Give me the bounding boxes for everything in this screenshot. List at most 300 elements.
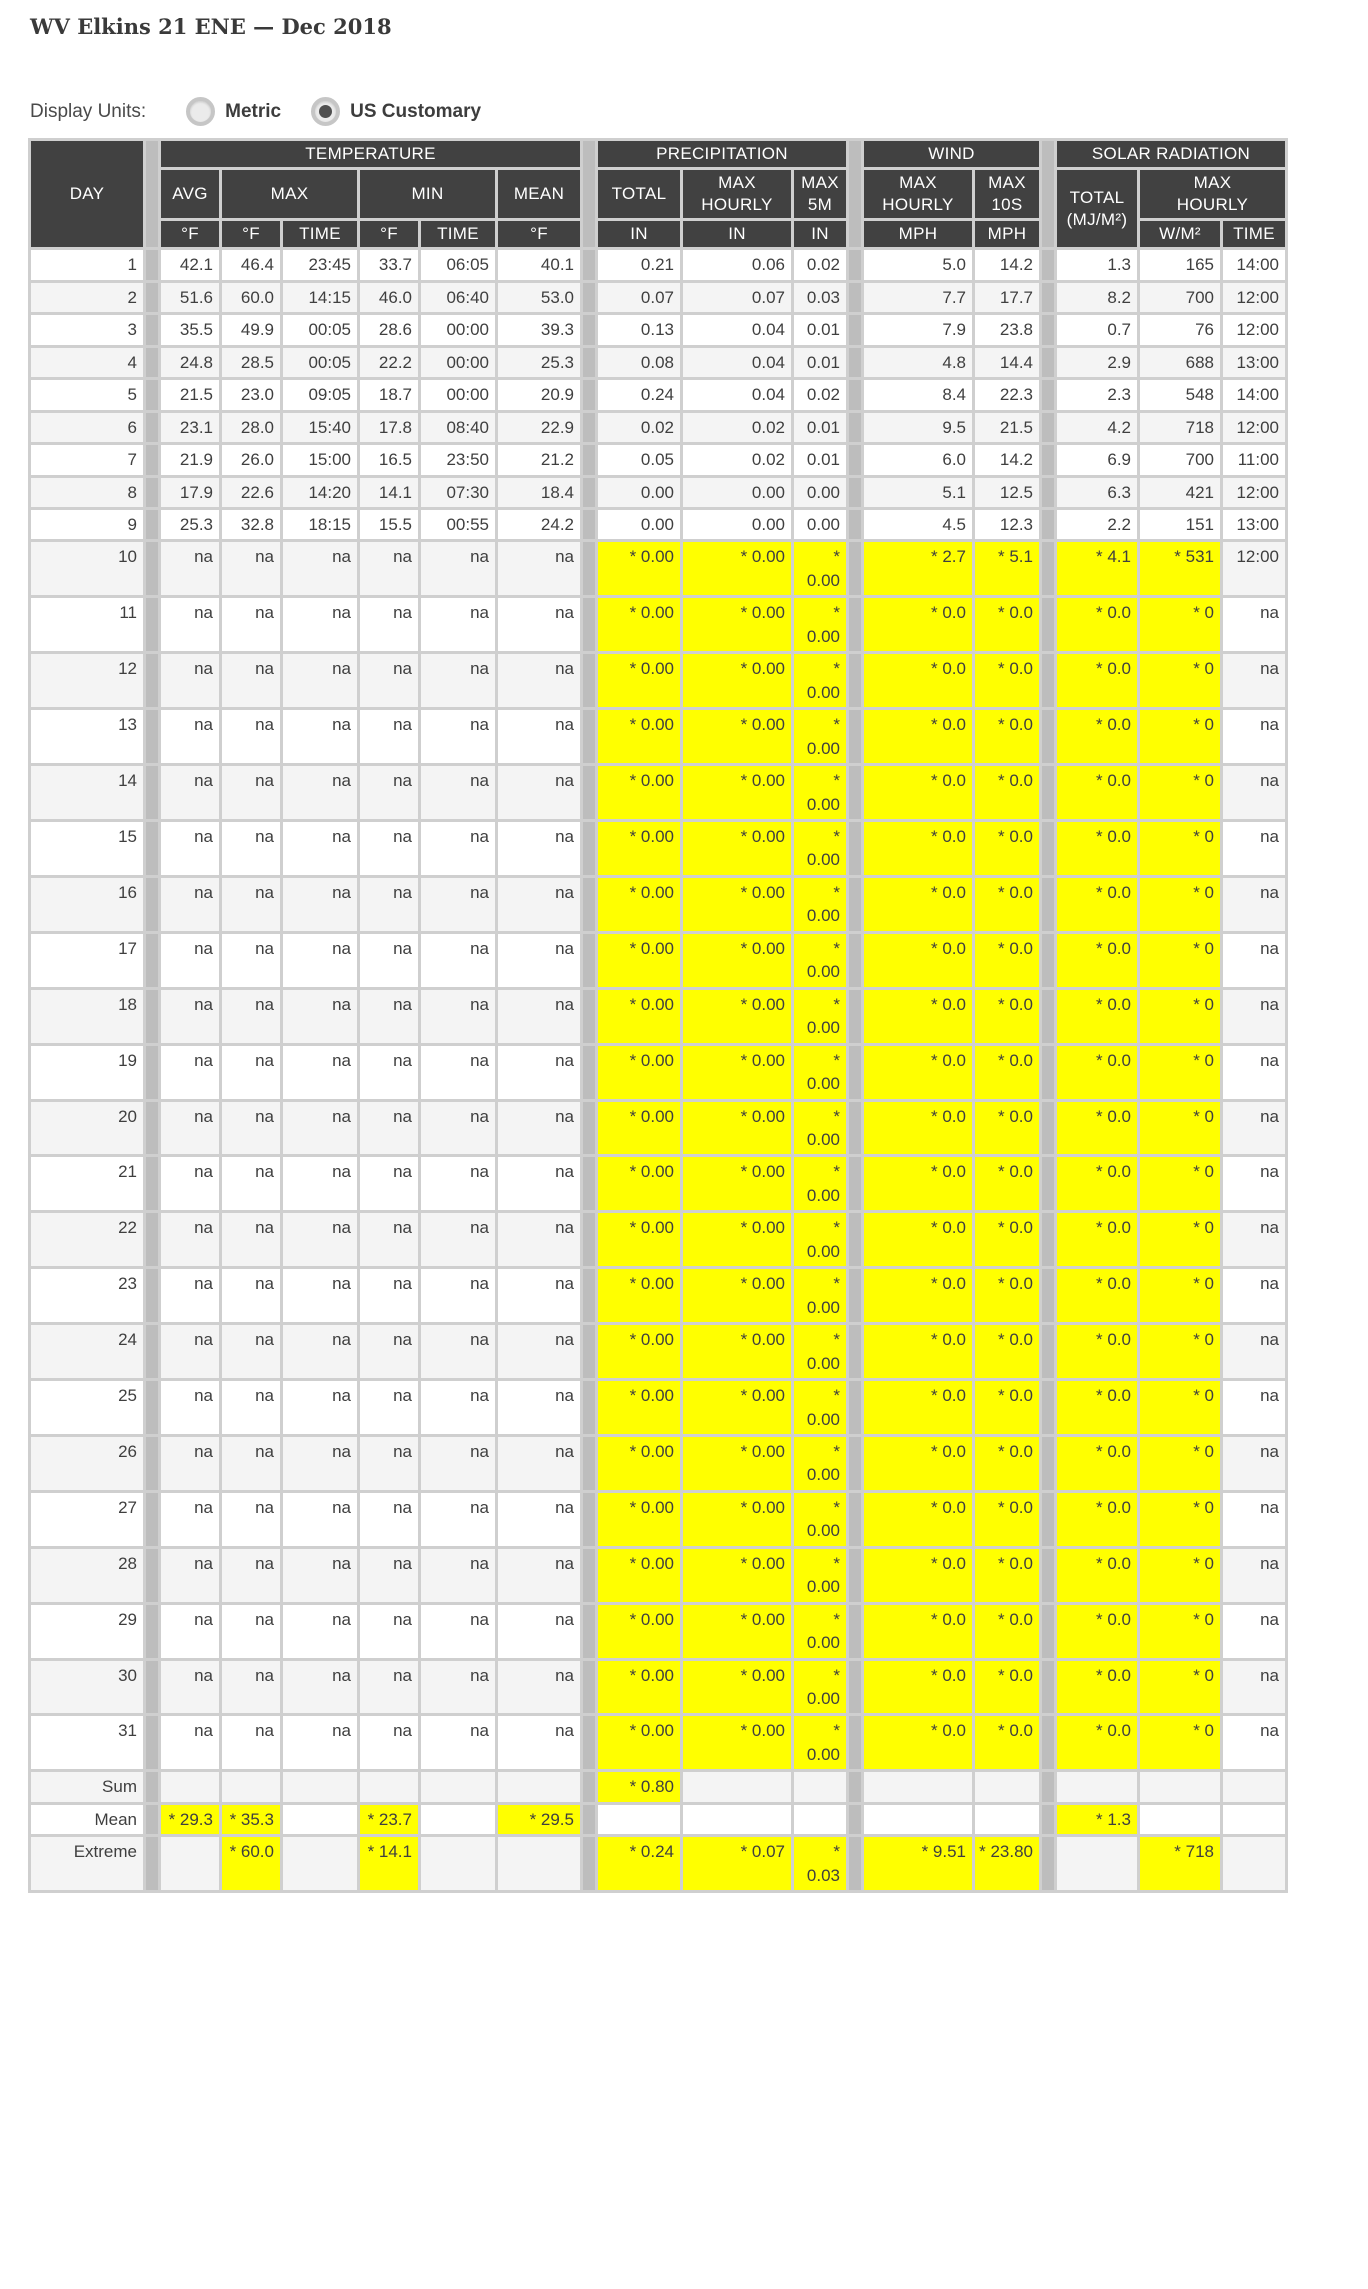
data-cell: na xyxy=(222,1381,280,1434)
group-spacer xyxy=(146,1805,158,1834)
wind-max-10s-header: MAX 10S xyxy=(975,170,1039,218)
data-cell: na xyxy=(498,1325,580,1378)
data-cell: * 0.00 xyxy=(598,1046,680,1099)
data-cell: na xyxy=(360,654,418,707)
data-cell xyxy=(794,1772,846,1801)
group-spacer xyxy=(1042,283,1054,312)
day-cell: Sum xyxy=(31,1772,143,1801)
data-cell: 23.8 xyxy=(975,315,1039,344)
data-cell: 0.01 xyxy=(794,315,846,344)
group-spacer xyxy=(146,878,158,931)
data-cell: na xyxy=(360,822,418,875)
group-spacer xyxy=(849,1213,861,1266)
data-cell: 6.0 xyxy=(864,445,972,474)
data-cell: 22.6 xyxy=(222,478,280,507)
group-spacer xyxy=(849,250,861,279)
data-cell: 548 xyxy=(1140,380,1220,409)
display-units-label: Display Units: xyxy=(30,100,147,122)
table-row xyxy=(31,315,1285,344)
data-cell: na xyxy=(161,710,219,763)
unit-time: TIME xyxy=(283,221,357,247)
unit-f: °F xyxy=(360,221,418,247)
data-cell: * 0.00 xyxy=(794,1157,846,1210)
group-spacer xyxy=(849,654,861,707)
group-spacer xyxy=(1042,250,1054,279)
data-cell: na xyxy=(1223,1157,1285,1210)
day-cell: 3 xyxy=(31,315,143,344)
data-cell: 0.01 xyxy=(794,348,846,377)
data-cell: 0.02 xyxy=(794,380,846,409)
data-cell: na xyxy=(222,1213,280,1266)
data-cell: 2.2 xyxy=(1057,510,1137,539)
group-spacer xyxy=(849,990,861,1043)
group-spacer xyxy=(1042,1772,1054,1801)
data-cell: 22.9 xyxy=(498,413,580,442)
group-spacer xyxy=(1042,1805,1054,1834)
data-cell: 14:20 xyxy=(283,478,357,507)
data-cell: 24.2 xyxy=(498,510,580,539)
group-spacer xyxy=(146,1605,158,1658)
data-cell: 0.04 xyxy=(683,380,791,409)
day-cell: Mean xyxy=(31,1805,143,1834)
data-cell: * 29.5 xyxy=(498,1805,580,1834)
data-cell xyxy=(1140,1772,1220,1801)
data-cell: * 0.0 xyxy=(975,990,1039,1043)
data-cell: na xyxy=(1223,1437,1285,1490)
data-cell: * 0.0 xyxy=(975,710,1039,763)
data-cell: * 0.0 xyxy=(1057,1102,1137,1155)
data-cell: * 0.00 xyxy=(598,598,680,651)
data-cell: na xyxy=(283,598,357,651)
data-cell: 8.2 xyxy=(1057,283,1137,312)
data-cell: * 0.0 xyxy=(864,1269,972,1322)
data-cell: na xyxy=(283,990,357,1043)
data-cell: 18:15 xyxy=(283,510,357,539)
data-cell: * 0.0 xyxy=(864,654,972,707)
data-cell: na xyxy=(360,990,418,1043)
data-cell: * 0.0 xyxy=(1057,878,1137,931)
day-cell: 28 xyxy=(31,1549,143,1602)
data-cell: * 35.3 xyxy=(222,1805,280,1834)
data-cell: 46.4 xyxy=(222,250,280,279)
day-cell: 18 xyxy=(31,990,143,1043)
data-cell: * 0.0 xyxy=(1057,1325,1137,1378)
unit-f: °F xyxy=(222,221,280,247)
data-cell: * 0.0 xyxy=(975,1549,1039,1602)
unit-f: °F xyxy=(498,221,580,247)
data-cell: na xyxy=(161,1549,219,1602)
group-spacer xyxy=(1042,1269,1054,1322)
data-cell: na xyxy=(161,934,219,987)
data-cell: na xyxy=(360,1661,418,1714)
group-spacer xyxy=(849,1605,861,1658)
data-cell: na xyxy=(1223,1213,1285,1266)
group-spacer xyxy=(1042,315,1054,344)
data-cell: * 0.0 xyxy=(1057,1213,1137,1266)
data-cell: * 0.0 xyxy=(1057,990,1137,1043)
data-cell xyxy=(1223,1772,1285,1801)
data-cell: na xyxy=(498,710,580,763)
data-cell: 22.3 xyxy=(975,380,1039,409)
data-cell: na xyxy=(1223,1381,1285,1434)
table-row xyxy=(31,478,1285,507)
group-spacer xyxy=(1042,348,1054,377)
data-cell: na xyxy=(360,766,418,819)
data-cell: na xyxy=(360,1549,418,1602)
data-cell: na xyxy=(421,1157,495,1210)
data-cell: * 0.0 xyxy=(975,1325,1039,1378)
data-cell: na xyxy=(421,1269,495,1322)
data-cell: * 0 xyxy=(1140,1661,1220,1714)
group-spacer xyxy=(1042,380,1054,409)
data-cell xyxy=(283,1805,357,1834)
data-cell xyxy=(421,1837,495,1890)
data-cell: 0.02 xyxy=(794,250,846,279)
data-cell: na xyxy=(1223,1493,1285,1546)
data-cell: 23.1 xyxy=(161,413,219,442)
day-cell: 25 xyxy=(31,1381,143,1434)
data-cell: na xyxy=(283,1661,357,1714)
data-cell: 28.0 xyxy=(222,413,280,442)
data-cell: * 0.0 xyxy=(864,1325,972,1378)
data-cell: 15.5 xyxy=(360,510,418,539)
group-spacer xyxy=(849,1102,861,1155)
data-cell: * 0.0 xyxy=(1057,1381,1137,1434)
table-row xyxy=(31,1716,1285,1769)
radio-option-metric[interactable] xyxy=(186,97,281,126)
data-cell xyxy=(283,1772,357,1801)
data-cell: na xyxy=(360,1269,418,1322)
data-cell: 7.9 xyxy=(864,315,972,344)
group-spacer xyxy=(146,283,158,312)
day-cell: 5 xyxy=(31,380,143,409)
data-cell: 700 xyxy=(1140,283,1220,312)
data-cell: na xyxy=(1223,1102,1285,1155)
data-cell: * 0.00 xyxy=(683,1325,791,1378)
data-cell: * 0.00 xyxy=(683,934,791,987)
table-row xyxy=(31,710,1285,763)
group-spacer xyxy=(1042,766,1054,819)
data-cell: * 0 xyxy=(1140,1157,1220,1210)
data-cell: 12:00 xyxy=(1223,315,1285,344)
data-cell: na xyxy=(283,1493,357,1546)
data-cell: * 0.0 xyxy=(1057,1605,1137,1658)
group-spacer xyxy=(146,822,158,875)
data-cell: na xyxy=(1223,990,1285,1043)
data-cell: na xyxy=(421,1102,495,1155)
group-spacer xyxy=(146,478,158,507)
data-cell: * 0.0 xyxy=(864,1213,972,1266)
group-spacer xyxy=(849,766,861,819)
group-spacer xyxy=(146,348,158,377)
data-cell: na xyxy=(283,822,357,875)
data-cell: na xyxy=(283,1102,357,1155)
data-cell: na xyxy=(1223,878,1285,931)
group-spacer xyxy=(1042,1661,1054,1714)
data-cell: na xyxy=(1223,1605,1285,1658)
data-cell: * 0.00 xyxy=(598,766,680,819)
data-cell: 25.3 xyxy=(161,510,219,539)
data-cell: na xyxy=(1223,654,1285,707)
data-cell: na xyxy=(283,1157,357,1210)
data-cell: * 0 xyxy=(1140,1549,1220,1602)
data-cell: 12.5 xyxy=(975,478,1039,507)
day-cell: 11 xyxy=(31,598,143,651)
group-spacer xyxy=(146,380,158,409)
data-cell xyxy=(683,1772,791,1801)
unit-in: IN xyxy=(598,221,680,247)
table-row xyxy=(31,1325,1285,1378)
group-spacer xyxy=(1042,1102,1054,1155)
group-spacer xyxy=(849,1437,861,1490)
data-cell: * 0.00 xyxy=(794,710,846,763)
table-row xyxy=(31,348,1285,377)
group-spacer xyxy=(146,315,158,344)
data-cell: * 0.00 xyxy=(683,1437,791,1490)
data-cell: na xyxy=(1223,1661,1285,1714)
data-cell: 12:00 xyxy=(1223,542,1285,595)
data-cell: * 0.00 xyxy=(598,1157,680,1210)
data-cell: na xyxy=(222,1493,280,1546)
data-cell: 0.05 xyxy=(598,445,680,474)
group-spacer xyxy=(146,710,158,763)
data-cell: * 0.00 xyxy=(794,1493,846,1546)
data-cell: na xyxy=(498,654,580,707)
data-cell: * 0.0 xyxy=(864,1605,972,1658)
group-spacer xyxy=(146,141,158,247)
data-cell: * 0.00 xyxy=(683,542,791,595)
data-cell: * 0.0 xyxy=(975,1661,1039,1714)
group-spacer xyxy=(1042,934,1054,987)
day-cell: 15 xyxy=(31,822,143,875)
group-spacer xyxy=(849,1805,861,1834)
data-cell: na xyxy=(498,1661,580,1714)
data-cell: * 0.80 xyxy=(598,1772,680,1801)
data-cell: na xyxy=(1223,710,1285,763)
data-cell: 18.7 xyxy=(360,380,418,409)
data-cell: 0.07 xyxy=(598,283,680,312)
data-cell: na xyxy=(283,1437,357,1490)
data-cell: 14:00 xyxy=(1223,380,1285,409)
group-spacer xyxy=(1042,990,1054,1043)
data-cell: 0.21 xyxy=(598,250,680,279)
group-spacer xyxy=(583,1325,595,1378)
unit-in: IN xyxy=(683,221,791,247)
data-cell: * 0.0 xyxy=(975,598,1039,651)
data-cell: * 0.0 xyxy=(864,1381,972,1434)
data-cell: na xyxy=(421,1605,495,1658)
data-cell xyxy=(222,1772,280,1801)
data-cell: * 0.00 xyxy=(794,1381,846,1434)
data-cell: * 0.0 xyxy=(975,1213,1039,1266)
data-cell: 0.00 xyxy=(683,510,791,539)
data-cell: na xyxy=(498,598,580,651)
group-spacer xyxy=(146,250,158,279)
data-cell: * 0 xyxy=(1140,1381,1220,1434)
data-cell: na xyxy=(498,934,580,987)
data-cell: 0.04 xyxy=(683,348,791,377)
day-cell: 2 xyxy=(31,283,143,312)
table-row xyxy=(31,250,1285,279)
temp-max-header: MAX xyxy=(222,170,357,218)
data-cell: * 0.0 xyxy=(1057,1493,1137,1546)
data-cell: na xyxy=(498,766,580,819)
data-cell: na xyxy=(421,878,495,931)
data-cell: * 0 xyxy=(1140,1437,1220,1490)
data-cell xyxy=(598,1805,680,1834)
sum-row xyxy=(31,1772,1285,1801)
table-row xyxy=(31,283,1285,312)
data-cell: * 0.07 xyxy=(683,1837,791,1890)
data-cell: 14:15 xyxy=(283,283,357,312)
group-spacer xyxy=(583,1046,595,1099)
data-cell: na xyxy=(161,1157,219,1210)
data-cell: * 0.00 xyxy=(598,1213,680,1266)
data-cell: 165 xyxy=(1140,250,1220,279)
data-cell xyxy=(1057,1837,1137,1890)
group-spacer xyxy=(849,1549,861,1602)
data-cell: * 0.0 xyxy=(1057,766,1137,819)
data-cell xyxy=(683,1805,791,1834)
data-cell xyxy=(794,1805,846,1834)
data-cell: * 0.0 xyxy=(864,822,972,875)
group-spacer xyxy=(849,598,861,651)
data-cell: * 0.00 xyxy=(794,1661,846,1714)
data-cell: 00:05 xyxy=(283,348,357,377)
data-cell: na xyxy=(498,990,580,1043)
group-spacer xyxy=(1042,1493,1054,1546)
data-cell: * 0.00 xyxy=(683,1102,791,1155)
group-spacer xyxy=(1042,1046,1054,1099)
data-cell: na xyxy=(222,990,280,1043)
day-column-header: DAY xyxy=(31,141,143,247)
group-spacer xyxy=(146,1549,158,1602)
data-cell: na xyxy=(161,1716,219,1769)
data-cell: na xyxy=(222,1157,280,1210)
group-spacer xyxy=(849,542,861,595)
data-cell: na xyxy=(222,1661,280,1714)
data-cell: * 0.00 xyxy=(598,1269,680,1322)
data-cell: 14.2 xyxy=(975,445,1039,474)
group-spacer xyxy=(146,1046,158,1099)
data-cell: 12:00 xyxy=(1223,283,1285,312)
data-cell: * 0.00 xyxy=(683,990,791,1043)
group-spacer xyxy=(146,1269,158,1322)
table-row xyxy=(31,878,1285,931)
data-cell: * 0.0 xyxy=(975,1046,1039,1099)
data-cell: * 0 xyxy=(1140,1269,1220,1322)
group-spacer xyxy=(583,1716,595,1769)
data-cell: na xyxy=(421,1381,495,1434)
radio-selected-icon[interactable] xyxy=(311,97,340,126)
data-cell: * 0 xyxy=(1140,1325,1220,1378)
day-cell: 10 xyxy=(31,542,143,595)
data-cell: na xyxy=(421,934,495,987)
group-spacer xyxy=(583,1837,595,1890)
table-row xyxy=(31,380,1285,409)
data-cell: na xyxy=(421,1549,495,1602)
data-cell: * 0.0 xyxy=(864,878,972,931)
group-spacer xyxy=(583,1493,595,1546)
data-cell: na xyxy=(222,1269,280,1322)
data-cell: * 0.00 xyxy=(598,1661,680,1714)
group-spacer xyxy=(583,1157,595,1210)
data-cell: 0.07 xyxy=(683,283,791,312)
group-spacer xyxy=(583,510,595,539)
data-cell: na xyxy=(161,1046,219,1099)
data-cell: * 1.3 xyxy=(1057,1805,1137,1834)
data-cell: na xyxy=(161,1493,219,1546)
table-row xyxy=(31,1157,1285,1210)
data-cell: 17.9 xyxy=(161,478,219,507)
data-cell: * 0.00 xyxy=(794,654,846,707)
group-spacer xyxy=(849,141,861,247)
data-cell: * 0.00 xyxy=(794,766,846,819)
data-cell: 0.04 xyxy=(683,315,791,344)
group-spacer xyxy=(146,510,158,539)
data-cell: 0.00 xyxy=(598,478,680,507)
group-spacer xyxy=(849,510,861,539)
data-cell: * 0.00 xyxy=(683,1716,791,1769)
data-cell: na xyxy=(360,1102,418,1155)
table-row xyxy=(31,1269,1285,1322)
data-cell: * 0.0 xyxy=(975,1605,1039,1658)
data-cell: * 0.00 xyxy=(794,1102,846,1155)
data-cell: 21.9 xyxy=(161,445,219,474)
data-cell: na xyxy=(161,1102,219,1155)
radio-option-us-customary[interactable] xyxy=(311,97,481,126)
data-cell: * 0.00 xyxy=(794,1437,846,1490)
data-cell: 688 xyxy=(1140,348,1220,377)
data-cell: * 0.00 xyxy=(794,822,846,875)
data-cell: * 531 xyxy=(1140,542,1220,595)
group-spacer xyxy=(146,1213,158,1266)
table-header xyxy=(31,141,1285,247)
data-cell: * 0 xyxy=(1140,990,1220,1043)
data-cell: * 0 xyxy=(1140,1716,1220,1769)
data-cell: 0.01 xyxy=(794,445,846,474)
data-cell xyxy=(975,1805,1039,1834)
data-cell: na xyxy=(1223,1716,1285,1769)
day-cell: 23 xyxy=(31,1269,143,1322)
data-cell: na xyxy=(1223,598,1285,651)
data-cell: * 0.0 xyxy=(864,1437,972,1490)
data-cell: na xyxy=(498,1716,580,1769)
data-cell: * 0.00 xyxy=(598,542,680,595)
group-spacer xyxy=(849,822,861,875)
group-spacer xyxy=(146,413,158,442)
data-cell: 16.5 xyxy=(360,445,418,474)
day-cell: 22 xyxy=(31,1213,143,1266)
data-cell: na xyxy=(360,1437,418,1490)
solar-total-header: TOTAL (MJ/M²) xyxy=(1057,170,1137,247)
day-cell: 24 xyxy=(31,1325,143,1378)
data-cell: na xyxy=(498,1269,580,1322)
data-cell: * 0.00 xyxy=(598,1493,680,1546)
data-cell: * 0.0 xyxy=(975,878,1039,931)
data-cell: * 0.00 xyxy=(683,878,791,931)
data-cell: * 0.00 xyxy=(598,1605,680,1658)
data-cell: 718 xyxy=(1140,413,1220,442)
data-cell: 00:05 xyxy=(283,315,357,344)
data-cell: 1.3 xyxy=(1057,250,1137,279)
group-spacer xyxy=(583,654,595,707)
data-cell: * 0.00 xyxy=(598,990,680,1043)
group-spacer xyxy=(849,1661,861,1714)
data-cell: na xyxy=(360,1213,418,1266)
radio-unselected-icon[interactable] xyxy=(186,97,215,126)
data-cell: * 0.00 xyxy=(683,1157,791,1210)
